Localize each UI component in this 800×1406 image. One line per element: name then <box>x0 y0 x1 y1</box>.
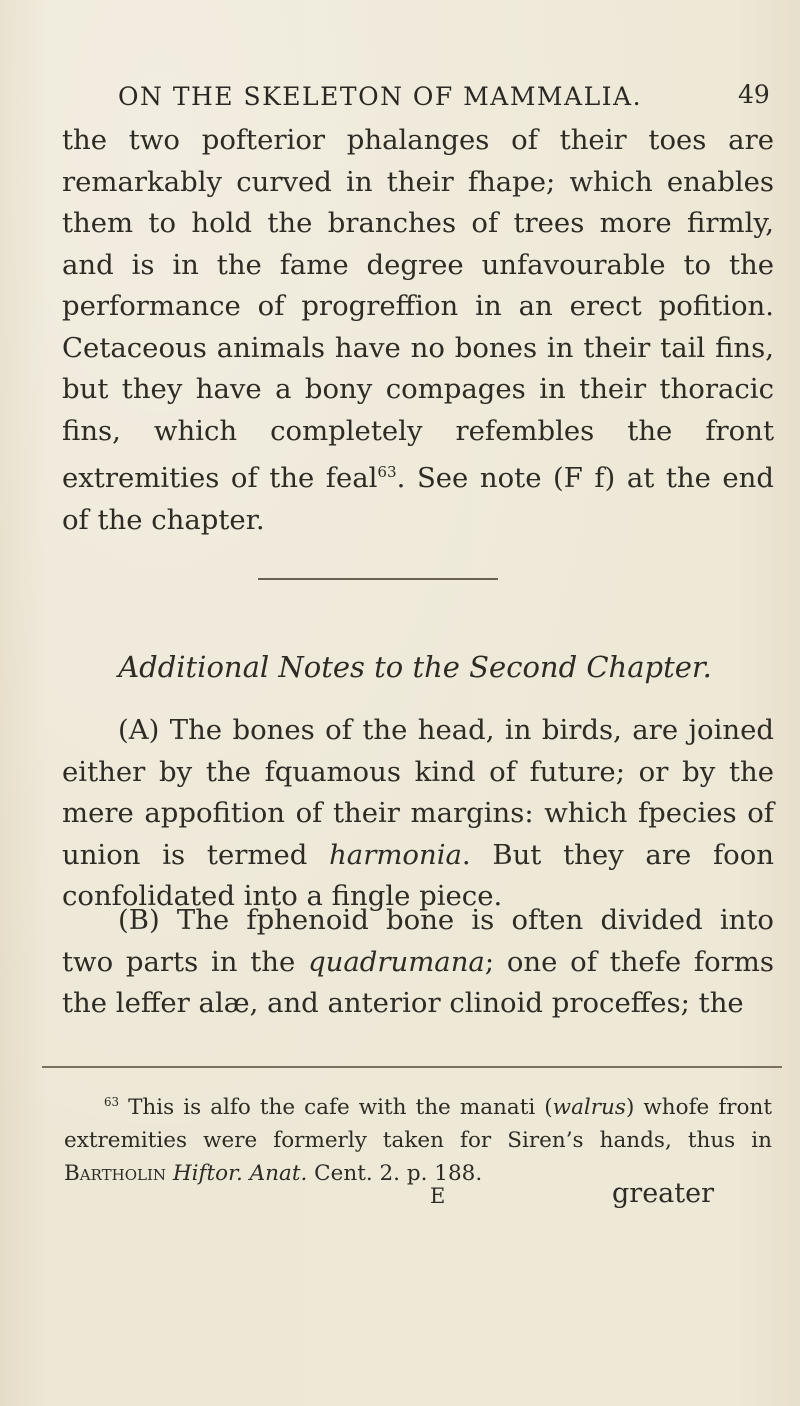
footnote-citation: Cent. 2. p. 188. <box>314 1161 483 1187</box>
catchword: greater <box>612 1178 715 1209</box>
note-a-italic-term: harmonia <box>329 838 462 871</box>
note-a-text-end: . But they are foon confolidated into a fingle piece. <box>62 838 774 912</box>
footnote-italic-walrus: walrus <box>552 1095 626 1121</box>
footnote-rule <box>42 1066 782 1068</box>
footnote-text-2: ) whofe front extremities were formerly taken for Siren’s hands, thus in <box>64 1095 772 1154</box>
continued-paragraph <box>62 120 774 541</box>
page-number: 49 <box>738 80 770 109</box>
note-a-label: (A) <box>118 714 160 746</box>
section-divider <box>258 578 498 580</box>
note-a <box>62 710 774 918</box>
footnote-reference: 63 <box>377 463 397 481</box>
footnote <box>64 1086 772 1190</box>
note-b-text: The fphenoid bone is often divided into two parts in the <box>62 904 774 978</box>
footnote-text: This is alfo the cafe with the manati ( <box>128 1095 553 1121</box>
note-b-label: (B) <box>118 904 160 936</box>
signature-mark: E <box>430 1184 446 1208</box>
note-b-text-end: ; one of thefe forms the leffer alæ, and anterior clinoid proceffes; the <box>62 945 774 1019</box>
note-b <box>62 900 774 1025</box>
footnote-source-title: Hiftor. Anat. <box>172 1161 308 1187</box>
footnote-number: 63 <box>104 1095 120 1109</box>
section-heading: Additional Notes to the Second Chapter. <box>118 650 712 684</box>
running-head: ON THE SKELETON OF MAMMALIA. <box>118 82 643 111</box>
footnote-author: Bartholin <box>64 1161 167 1187</box>
paragraph-text: the two pofterior phalanges of their toes are remarkably curved in their fhape; which enables them to hold the branches of trees more firmly, and is in the fame degree unfavourable to the performance of progreffion in an erect pofition. Cetaceous animals have no bones in their tail fins, but they have a bony compages in their thoracic fins, which completely refembles the front extremities of the feal <box>62 124 774 495</box>
paragraph-text-end: . See note (F f) at the end of the chapter. <box>62 462 775 536</box>
note-a-text: The bones of the head, in birds, are joined either by the fquamous kind of future; or by the mere appofition of their margins: which fpecies of union is termed <box>62 714 774 871</box>
note-b-italic-term: quadrumana <box>308 945 485 978</box>
